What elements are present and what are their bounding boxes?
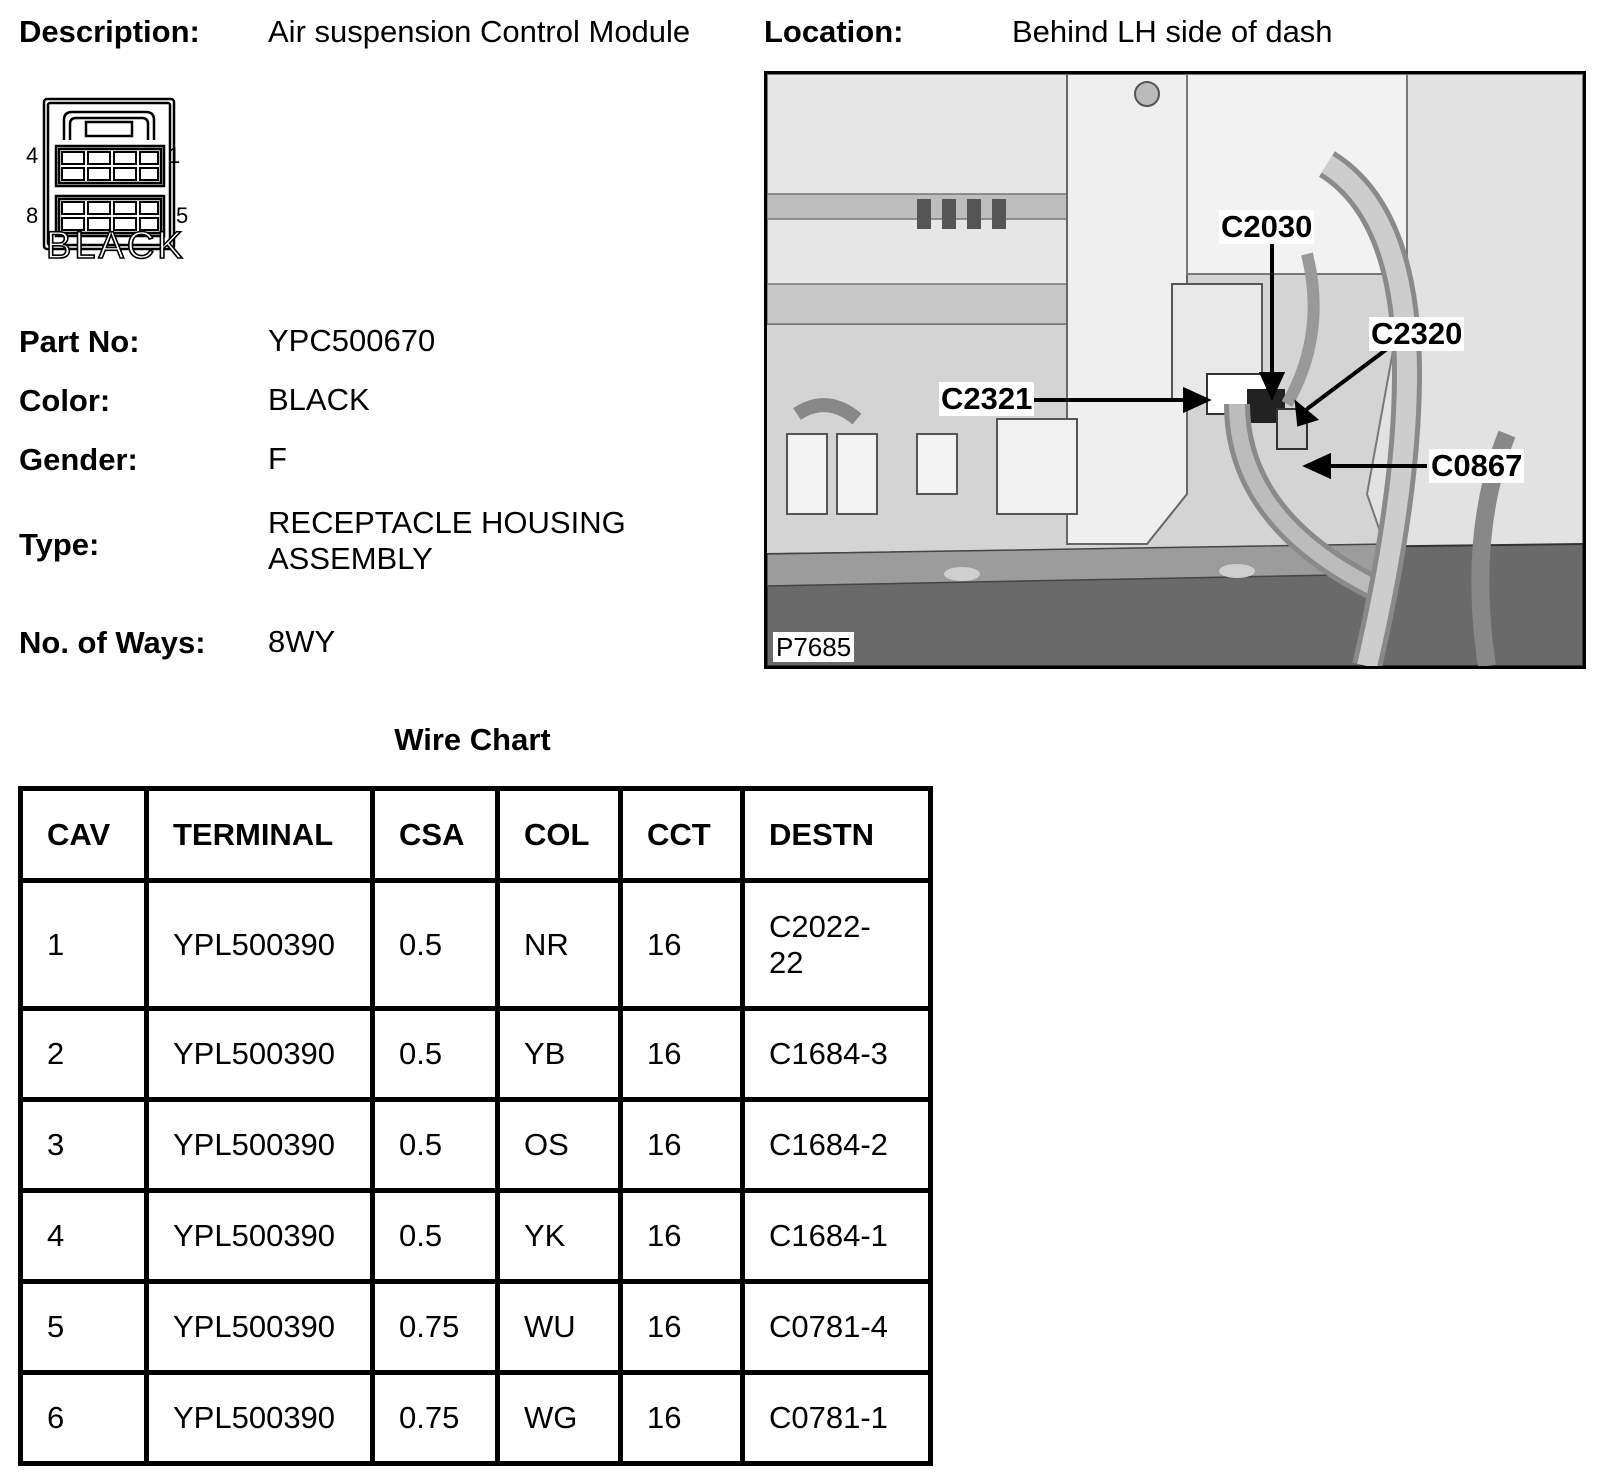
type-label: Type: bbox=[19, 527, 100, 562]
wire-chart-table bbox=[18, 786, 933, 1466]
table-row bbox=[21, 881, 931, 1009]
cell-csa: 0.75 bbox=[373, 1282, 498, 1373]
location-value: Behind LH side of dash bbox=[1012, 14, 1333, 49]
part-no-label: Part No: bbox=[19, 324, 140, 359]
cell-destn: C1684-2 bbox=[743, 1100, 931, 1191]
callout-c2030: C2030 bbox=[1221, 209, 1313, 244]
table-row bbox=[21, 1009, 931, 1100]
cell-cav: 3 bbox=[21, 1100, 147, 1191]
cell-destn: C1684-3 bbox=[743, 1009, 931, 1100]
header-cct: CCT bbox=[621, 789, 743, 881]
header-terminal: TERMINAL bbox=[147, 789, 373, 881]
cell-col: OS bbox=[498, 1100, 621, 1191]
part-no-value: YPC500670 bbox=[268, 323, 436, 358]
location-photo bbox=[764, 71, 1586, 669]
cell-col: YB bbox=[498, 1009, 621, 1100]
cell-col: NR bbox=[498, 881, 621, 1009]
cell-cav: 4 bbox=[21, 1191, 147, 1282]
cell-col: WU bbox=[498, 1282, 621, 1373]
cell-cct: 16 bbox=[621, 1191, 743, 1282]
cell-csa: 0.5 bbox=[373, 1009, 498, 1100]
callout-c2321: C2321 bbox=[941, 381, 1033, 416]
cell-destn: C2022-22 bbox=[743, 881, 931, 1009]
callout-c2320: C2320 bbox=[1371, 316, 1463, 351]
cell-csa: 0.5 bbox=[373, 1191, 498, 1282]
color-value: BLACK bbox=[268, 382, 370, 417]
pin-number-1: 1 bbox=[168, 143, 181, 168]
cell-terminal: YPL500390 bbox=[147, 1282, 373, 1373]
cell-terminal: YPL500390 bbox=[147, 1191, 373, 1282]
cell-cct: 16 bbox=[621, 881, 743, 1009]
connector-color-caption: BLACK bbox=[46, 225, 186, 267]
type-value: RECEPTACLE HOUSING ASSEMBLY bbox=[268, 505, 626, 576]
wire-chart-title: Wire Chart bbox=[394, 722, 551, 757]
table-header-row bbox=[21, 789, 931, 881]
cell-terminal: YPL500390 bbox=[147, 881, 373, 1009]
table-row bbox=[21, 1373, 931, 1464]
header-csa: CSA bbox=[373, 789, 498, 881]
cell-cct: 16 bbox=[621, 1009, 743, 1100]
table-row bbox=[21, 1282, 931, 1373]
cell-csa: 0.5 bbox=[373, 1100, 498, 1191]
ways-value: 8WY bbox=[268, 624, 336, 659]
location-label: Location: bbox=[764, 14, 904, 49]
cell-destn: C0781-4 bbox=[743, 1282, 931, 1373]
table-row bbox=[21, 1100, 931, 1191]
cell-destn: C1684-1 bbox=[743, 1191, 931, 1282]
cell-cav: 1 bbox=[21, 881, 147, 1009]
cell-csa: 0.5 bbox=[373, 881, 498, 1009]
cell-csa: 0.75 bbox=[373, 1373, 498, 1464]
cell-col: WG bbox=[498, 1373, 621, 1464]
cell-cav: 6 bbox=[21, 1373, 147, 1464]
cell-cct: 16 bbox=[621, 1373, 743, 1464]
pin-number-8: 8 bbox=[26, 203, 39, 228]
cell-cav: 5 bbox=[21, 1282, 147, 1373]
cell-cct: 16 bbox=[621, 1100, 743, 1191]
cell-cav: 2 bbox=[21, 1009, 147, 1100]
pin-number-5: 5 bbox=[176, 203, 189, 228]
color-label: Color: bbox=[19, 383, 111, 418]
gender-value: F bbox=[268, 441, 287, 476]
location-photo-illustration bbox=[767, 74, 1583, 666]
cell-cct: 16 bbox=[621, 1282, 743, 1373]
cell-destn: C0781-1 bbox=[743, 1373, 931, 1464]
header-cav: CAV bbox=[21, 789, 147, 881]
gender-label: Gender: bbox=[19, 442, 138, 477]
description-label: Description: bbox=[19, 14, 200, 49]
photo-reference: P7685 bbox=[773, 632, 854, 662]
header-col: COL bbox=[498, 789, 621, 881]
cell-terminal: YPL500390 bbox=[147, 1009, 373, 1100]
cell-terminal: YPL500390 bbox=[147, 1100, 373, 1191]
table-row bbox=[21, 1191, 931, 1282]
description-value: Air suspension Control Module bbox=[268, 14, 691, 49]
ways-label: No. of Ways: bbox=[19, 625, 206, 660]
cell-col: YK bbox=[498, 1191, 621, 1282]
header-destn: DESTN bbox=[743, 789, 931, 881]
cell-terminal: YPL500390 bbox=[147, 1373, 373, 1464]
callout-c0867: C0867 bbox=[1431, 448, 1523, 483]
pin-number-4: 4 bbox=[26, 143, 39, 168]
